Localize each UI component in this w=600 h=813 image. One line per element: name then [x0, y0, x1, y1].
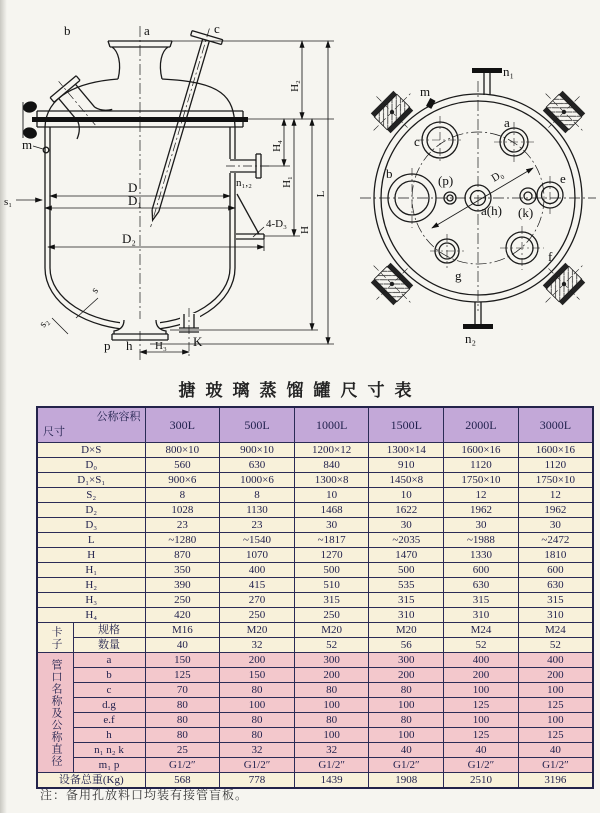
data-cell: 100: [220, 698, 295, 713]
data-cell: 630: [518, 578, 593, 593]
data-cell: 80: [369, 713, 444, 728]
row-label: 数量: [73, 638, 145, 653]
bracket-sw: [358, 250, 426, 318]
data-cell: 1450×8: [369, 473, 444, 488]
data-cell: 315: [518, 593, 593, 608]
data-cell: 510: [294, 578, 369, 593]
table-row: [37, 668, 593, 683]
row-label: 设备总重(Kg): [37, 773, 145, 789]
table-row: [37, 653, 593, 668]
bracket-se: [530, 250, 598, 318]
data-cell: 52: [294, 638, 369, 653]
table-row: [37, 623, 593, 638]
data-cell: 390: [145, 578, 220, 593]
data-cell: ~1280: [145, 533, 220, 548]
data-cell: 1962: [444, 503, 519, 518]
data-cell: 1600×16: [518, 443, 593, 458]
table-row: [37, 593, 593, 608]
dimension-table-wrapper: [36, 406, 594, 789]
data-cell: 600: [518, 563, 593, 578]
data-cell: 52: [444, 638, 519, 653]
data-cell: 10: [294, 488, 369, 503]
data-cell: 12: [444, 488, 519, 503]
data-cell: 100: [518, 713, 593, 728]
group-label: [37, 653, 73, 773]
data-cell: 1810: [518, 548, 593, 563]
table-row: [37, 758, 593, 773]
row-label: e.f: [73, 713, 145, 728]
side-label-D1: D₁: [128, 193, 142, 208]
data-cell: 1908: [369, 773, 444, 789]
data-cell: 1962: [518, 503, 593, 518]
row-label: H₁: [37, 563, 145, 578]
data-cell: 80: [369, 683, 444, 698]
top-label-D0: D₀: [489, 168, 506, 185]
row-label: m₁ p: [73, 758, 145, 773]
side-label-H1: H₁: [281, 176, 293, 188]
row-label: D₃: [37, 518, 145, 533]
data-cell: 1300×8: [294, 473, 369, 488]
data-cell: 32: [220, 638, 295, 653]
data-cell: 3196: [518, 773, 593, 789]
table-row: [37, 518, 593, 533]
side-label-D2: D₂: [122, 231, 136, 246]
data-cell: 1750×10: [518, 473, 593, 488]
data-cell: 32: [220, 743, 295, 758]
side-label-h: h: [126, 338, 133, 353]
data-cell: 560: [145, 458, 220, 473]
data-cell: 1130: [220, 503, 295, 518]
data-cell: 80: [220, 713, 295, 728]
data-cell: 10: [369, 488, 444, 503]
data-cell: 310: [369, 608, 444, 623]
data-cell: 30: [369, 518, 444, 533]
nozzle-a-hole: [494, 122, 534, 162]
data-cell: 100: [294, 728, 369, 743]
row-label: S₂: [37, 488, 145, 503]
row-label: 规格: [73, 623, 145, 638]
data-cell: 900×6: [145, 473, 220, 488]
data-cell: 420: [145, 608, 220, 623]
row-label: H₄: [37, 608, 145, 623]
data-cell: 1750×10: [444, 473, 519, 488]
data-cell: ~1817: [294, 533, 369, 548]
side-label-c: c: [214, 21, 220, 36]
data-cell: 80: [145, 713, 220, 728]
side-label-H2: H₂: [289, 80, 301, 92]
data-cell: 12: [518, 488, 593, 503]
data-cell: 30: [294, 518, 369, 533]
data-cell: G1/2″: [220, 758, 295, 773]
table-row: [37, 533, 593, 548]
data-cell: 8: [145, 488, 220, 503]
data-cell: 100: [444, 713, 519, 728]
data-cell: 800×10: [145, 443, 220, 458]
data-cell: 400: [518, 653, 593, 668]
side-label-n12: n₁,₂: [236, 177, 252, 189]
side-label-D: D: [128, 180, 138, 195]
footnote: 注：备用孔放料口均装有接管盲板。: [40, 788, 249, 802]
data-cell: 900×10: [220, 443, 295, 458]
nozzle-f-hole: [500, 226, 544, 270]
data-cell: 310: [444, 608, 519, 623]
data-cell: 40: [145, 638, 220, 653]
column-header: 1000L: [294, 407, 369, 443]
side-label-H3: H₃: [155, 340, 167, 352]
table-row: [37, 458, 593, 473]
page-title: 搪玻璃蒸馏罐尺寸表: [178, 381, 422, 400]
side-label-b: b: [64, 23, 71, 38]
data-cell: 80: [294, 713, 369, 728]
corner-cell: [37, 407, 145, 443]
data-cell: 25: [145, 743, 220, 758]
data-cell: 315: [294, 593, 369, 608]
row-label: h: [73, 728, 145, 743]
nozzle-c-hole: [416, 116, 464, 164]
top-label-e: e: [560, 171, 566, 186]
data-cell: 40: [444, 743, 519, 758]
group-label: [37, 623, 73, 653]
data-cell: 1028: [145, 503, 220, 518]
data-cell: 1439: [294, 773, 369, 789]
data-cell: ~2472: [518, 533, 593, 548]
table-row: [37, 548, 593, 563]
column-header: 2000L: [444, 407, 519, 443]
data-cell: 23: [145, 518, 220, 533]
data-cell: 910: [369, 458, 444, 473]
table-row: [37, 683, 593, 698]
data-cell: 125: [444, 728, 519, 743]
data-cell: 1600×16: [444, 443, 519, 458]
data-cell: 500: [294, 563, 369, 578]
row-label: d.g: [73, 698, 145, 713]
row-label: D₂: [37, 503, 145, 518]
data-cell: 1120: [518, 458, 593, 473]
top-label-a: a: [504, 115, 510, 130]
data-cell: 310: [518, 608, 593, 623]
data-cell: ~2035: [369, 533, 444, 548]
data-cell: 1330: [444, 548, 519, 563]
data-cell: G1/2″: [444, 758, 519, 773]
data-cell: 40: [369, 743, 444, 758]
top-label-b: b: [386, 166, 393, 181]
table-header-row: [37, 407, 593, 443]
dim-table-body: [37, 443, 593, 789]
data-cell: 125: [518, 698, 593, 713]
row-label: D₁×S₁: [37, 473, 145, 488]
side-label-H: H: [299, 226, 311, 234]
data-cell: M20: [294, 623, 369, 638]
top-label-n2: n₂: [465, 331, 477, 346]
data-cell: 200: [518, 668, 593, 683]
data-cell: 80: [220, 728, 295, 743]
data-cell: 32: [294, 743, 369, 758]
side-label-p: p: [104, 338, 111, 353]
data-cell: 315: [369, 593, 444, 608]
data-cell: G1/2″: [294, 758, 369, 773]
data-cell: 100: [369, 698, 444, 713]
data-cell: 1200×12: [294, 443, 369, 458]
data-cell: 80: [220, 683, 295, 698]
data-cell: 1622: [369, 503, 444, 518]
row-label: H₂: [37, 578, 145, 593]
data-cell: 30: [444, 518, 519, 533]
table-row: [37, 698, 593, 713]
group-label-text: 管口名称及公称直径: [50, 658, 62, 767]
row-label: b: [73, 668, 145, 683]
data-cell: 1470: [369, 548, 444, 563]
bracket-ne: [530, 78, 598, 146]
data-cell: 350: [145, 563, 220, 578]
data-cell: 30: [518, 518, 593, 533]
data-cell: 1120: [444, 458, 519, 473]
row-label: c: [73, 683, 145, 698]
table-row: [37, 488, 593, 503]
data-cell: 200: [294, 668, 369, 683]
row-label: D₀: [37, 458, 145, 473]
data-cell: G1/2″: [369, 758, 444, 773]
row-label: H₃: [37, 593, 145, 608]
side-label-4D3: 4-D₃: [266, 218, 287, 230]
side-label-K: K: [193, 334, 203, 349]
data-cell: 100: [444, 683, 519, 698]
data-cell: M20: [220, 623, 295, 638]
data-cell: 125: [518, 728, 593, 743]
data-cell: 250: [220, 608, 295, 623]
table-row: [37, 728, 593, 743]
data-cell: 1070: [220, 548, 295, 563]
data-cell: 300: [369, 653, 444, 668]
row-label: H: [37, 548, 145, 563]
corner-label-dimension: 尺寸: [43, 426, 65, 438]
top-label-p: (p): [438, 173, 454, 188]
row-label: n₁ n₂ k: [73, 743, 145, 758]
data-cell: 870: [145, 548, 220, 563]
data-cell: 1468: [294, 503, 369, 518]
table-row: [37, 578, 593, 593]
corner-label-volume: 公称容积: [96, 411, 141, 423]
data-cell: ~1540: [220, 533, 295, 548]
data-cell: 80: [294, 683, 369, 698]
top-label-c: c: [414, 134, 420, 149]
data-cell: 23: [220, 518, 295, 533]
nozzle-g-hole: [430, 234, 464, 268]
data-cell: 568: [145, 773, 220, 789]
data-cell: 80: [145, 698, 220, 713]
top-view-diagram: [348, 45, 600, 357]
nozzle-k-hole: [520, 188, 536, 204]
top-label-ah: a(h): [481, 203, 502, 218]
table-row: [37, 473, 593, 488]
side-label-m: m: [22, 137, 33, 152]
data-cell: 100: [518, 683, 593, 698]
data-cell: 125: [444, 698, 519, 713]
data-cell: 52: [518, 638, 593, 653]
table-row: [37, 713, 593, 728]
data-cell: 100: [369, 728, 444, 743]
side-label-L: L: [315, 190, 327, 198]
data-cell: G1/2″: [518, 758, 593, 773]
data-cell: 1000×6: [220, 473, 295, 488]
column-header: 3000L: [518, 407, 593, 443]
side-label-s1: s₁: [4, 196, 13, 208]
data-cell: ~1988: [444, 533, 519, 548]
data-cell: 8: [220, 488, 295, 503]
data-cell: 535: [369, 578, 444, 593]
column-header: 300L: [145, 407, 220, 443]
side-label-a: a: [144, 23, 150, 38]
data-cell: 2510: [444, 773, 519, 789]
data-cell: M24: [444, 623, 519, 638]
data-cell: 400: [444, 653, 519, 668]
side-label-H4: H₄: [271, 140, 283, 152]
data-cell: 56: [369, 638, 444, 653]
data-cell: 125: [145, 668, 220, 683]
data-cell: 250: [145, 593, 220, 608]
data-cell: 200: [369, 668, 444, 683]
nozzle-b: [41, 67, 113, 140]
data-cell: 250: [294, 608, 369, 623]
data-cell: 630: [220, 458, 295, 473]
data-cell: 200: [220, 653, 295, 668]
data-cell: 400: [220, 563, 295, 578]
dimension-table: [36, 406, 594, 789]
data-cell: 840: [294, 458, 369, 473]
table-row: [37, 743, 593, 758]
data-cell: 200: [444, 668, 519, 683]
top-label-g: g: [455, 268, 462, 283]
data-cell: 100: [294, 698, 369, 713]
data-cell: 1270: [294, 548, 369, 563]
data-cell: 70: [145, 683, 220, 698]
data-cell: 150: [145, 653, 220, 668]
row-label: a: [73, 653, 145, 668]
data-cell: 300: [294, 653, 369, 668]
table-row: [37, 608, 593, 623]
data-cell: M24: [518, 623, 593, 638]
data-cell: G1/2″: [145, 758, 220, 773]
data-cell: 40: [518, 743, 593, 758]
table-row: [37, 563, 593, 578]
data-cell: 778: [220, 773, 295, 789]
top-label-f: f: [548, 249, 553, 264]
table-row: [37, 638, 593, 653]
data-cell: 500: [369, 563, 444, 578]
top-label-m: m: [420, 84, 431, 99]
data-cell: 1300×14: [369, 443, 444, 458]
group-label-text: 卡子: [50, 625, 62, 650]
top-label-n1: n₁: [503, 64, 515, 79]
data-cell: 630: [444, 578, 519, 593]
side-label-s: s: [88, 285, 101, 296]
table-row: [37, 443, 593, 458]
data-cell: 270: [220, 593, 295, 608]
row-label: L: [37, 533, 145, 548]
data-cell: 600: [444, 563, 519, 578]
data-cell: 315: [444, 593, 519, 608]
table-row: [37, 503, 593, 518]
row-label: D×S: [37, 443, 145, 458]
data-cell: M16: [145, 623, 220, 638]
side-label-s2: s₂: [36, 316, 52, 330]
data-cell: 150: [220, 668, 295, 683]
data-cell: 80: [145, 728, 220, 743]
data-cell: 415: [220, 578, 295, 593]
column-header: 500L: [220, 407, 295, 443]
dip-tube-c: [135, 24, 224, 232]
top-label-k: (k): [518, 205, 534, 220]
side-view-diagram: [0, 18, 350, 370]
column-header: 1500L: [369, 407, 444, 443]
data-cell: M20: [369, 623, 444, 638]
